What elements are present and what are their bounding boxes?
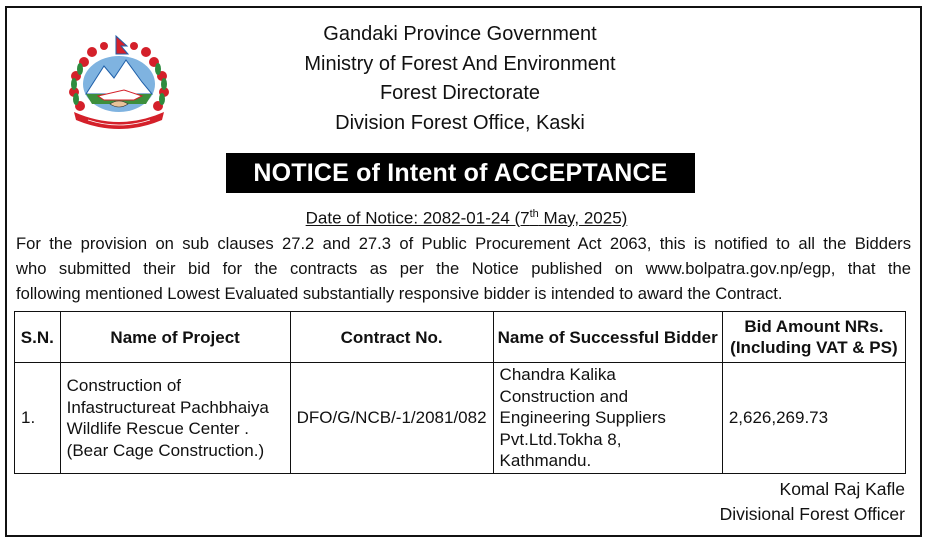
signature-block	[720, 477, 905, 527]
cell-amount: 2,626,269.73	[722, 363, 905, 474]
cell-contract: DFO/G/NCB/-1/2081/082	[290, 363, 493, 474]
header-amount-line1: Bid Amount NRs.	[744, 317, 884, 336]
header-amount	[722, 312, 905, 363]
cell-bidder: Chandra Kalika Construction and Engineering Suppliers Pvt.Ltd.Tokha 8, Kathmandu.	[493, 363, 722, 474]
header-project: Name of Project	[60, 312, 290, 363]
header-amount-line2: (Including VAT & PS)	[730, 338, 898, 357]
table-header-row	[15, 312, 906, 363]
notice-date-suffix: May, 2025)	[538, 208, 628, 228]
notice-title: NOTICE of Intent of ACCEPTANCE	[226, 153, 695, 193]
cell-sn: 1.	[15, 363, 61, 474]
notice-date-sup: th	[529, 208, 539, 220]
cell-project: Construction of Infastructureat Pachbhaiya Wildlife Rescue Center . (Bear Cage Construction.)	[60, 363, 290, 474]
notice-intro-paragraph	[16, 231, 911, 306]
intro-line: For the provision on sub clauses 27.2 and 27.3 of Public Procurement Act 2063, this is notified to all the Bidders	[16, 234, 911, 253]
header-sn: S.N.	[15, 312, 61, 363]
bid-table	[14, 311, 906, 474]
signature-name: Komal Raj Kafle	[779, 479, 905, 499]
header-line-government: Gandaki Province Government	[323, 23, 597, 45]
notice-date-prefix: Date of Notice: 2082-01-24 (7	[305, 208, 530, 228]
intro-line: following mentioned Lowest Evaluated substantially responsive bidder is intended to award the Contract.	[16, 284, 783, 303]
header-line-ministry: Ministry of Forest And Environment	[304, 52, 616, 75]
notice-date	[0, 208, 933, 229]
header-line-office: Division Forest Office, Kaski	[335, 111, 585, 134]
table-row	[15, 363, 906, 474]
header-line-directorate: Forest Directorate	[379, 82, 541, 104]
header-office-lines	[230, 20, 690, 138]
intro-line: who submitted their bid for the contracts as per the Notice published on www.bolpatra.gov.np/egp, that the	[16, 259, 911, 278]
header-bidder: Name of Successful Bidder	[493, 312, 722, 363]
header-contract: Contract No.	[290, 312, 493, 363]
nepal-emblem-icon	[64, 32, 174, 132]
signature-designation: Divisional Forest Officer	[719, 504, 905, 524]
